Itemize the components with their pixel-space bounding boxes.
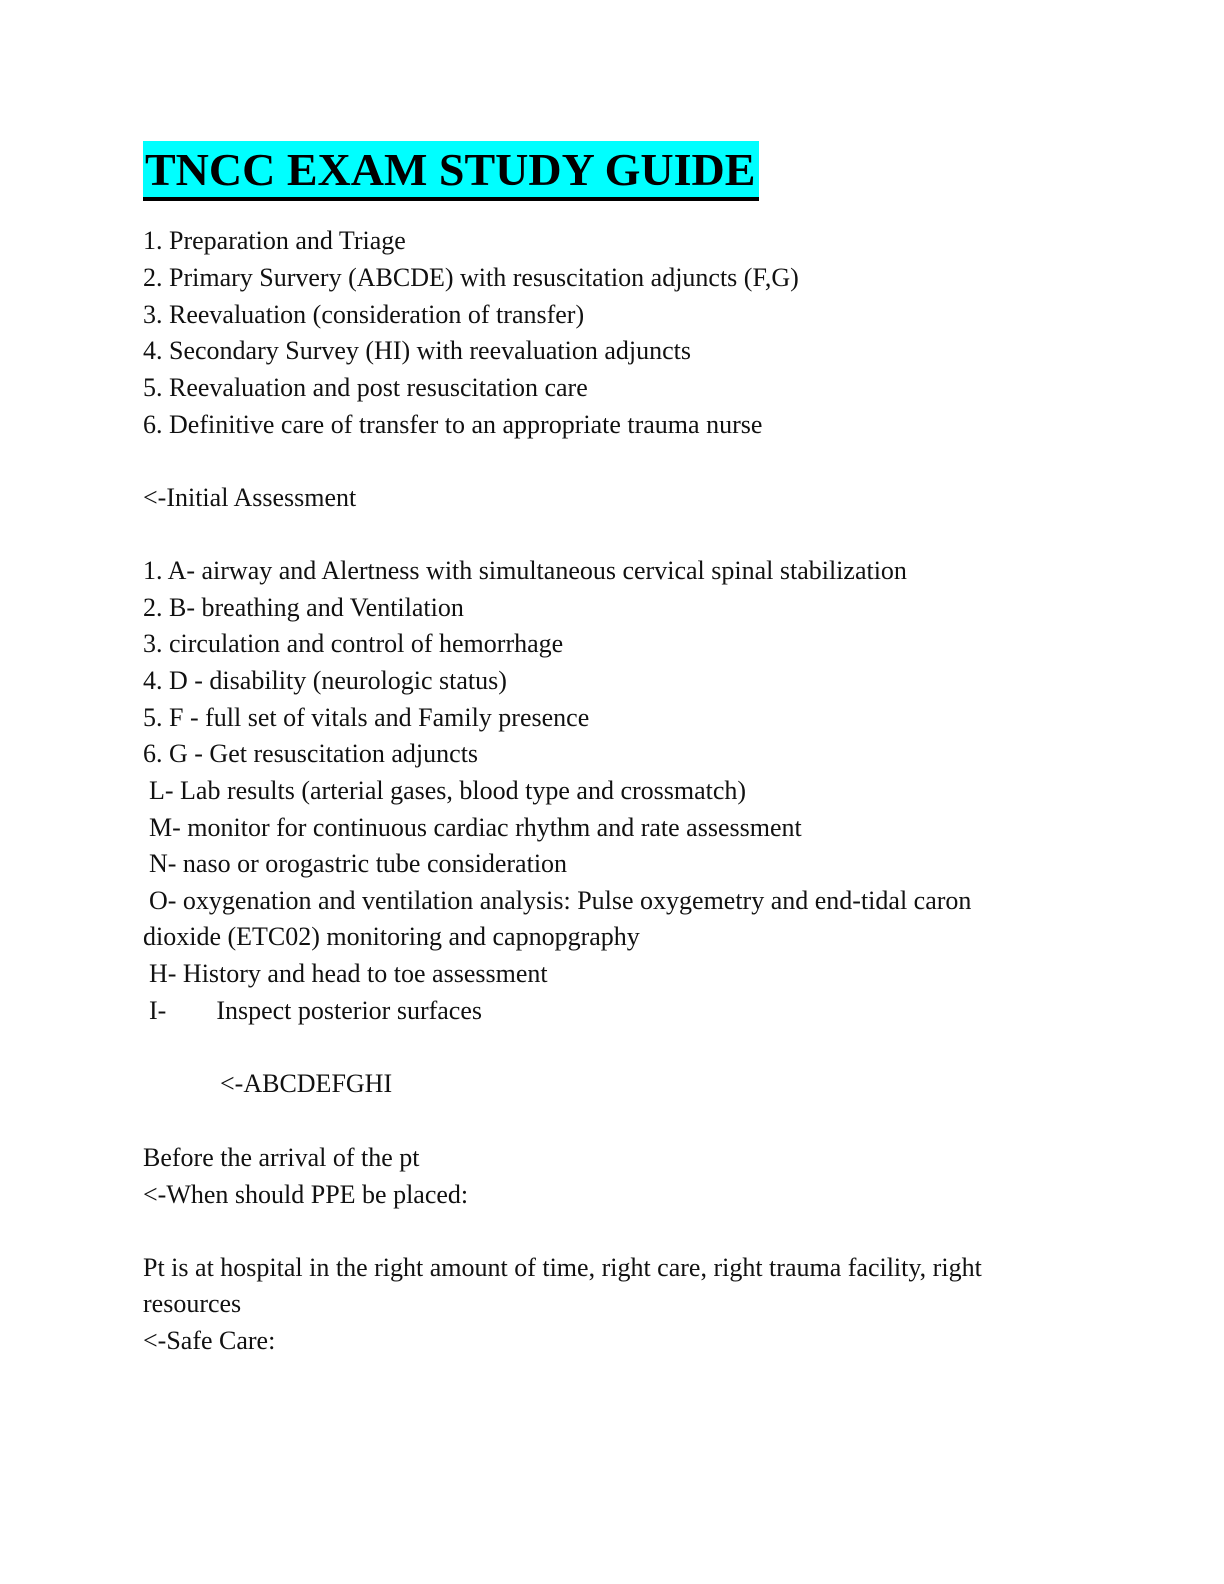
assessment-item: 3. circulation and control of hemorrhage [143, 629, 564, 658]
inspect-item [149, 996, 482, 1026]
page-title: TNCC EXAM STUDY GUIDE [143, 141, 759, 201]
step-item: 1. Preparation and Triage [143, 226, 406, 255]
step-item: 2. Primary Survery (ABCDE) with resuscitation adjuncts (F,G) [143, 263, 799, 292]
adjunct-item-continued: dioxide (ETC02) monitoring and capnopgraphy [143, 922, 640, 951]
assessment-item: 1. A- airway and Alertness with simultaneous cervical spinal stabilization [143, 556, 907, 585]
adjunct-item: L- Lab results (arterial gases, blood type and crossmatch) [149, 776, 747, 805]
step-item: 5. Reevaluation and post resuscitation care [143, 373, 588, 402]
step-item: 4. Secondary Survey (HI) with reevaluation adjuncts [143, 336, 692, 365]
step-item: 3. Reevaluation (consideration of transfer) [143, 300, 585, 329]
adjunct-item: O- oxygenation and ventilation analysis: Pulse oxygemetry and end-tidal caron [149, 886, 972, 915]
adjunct-item: N- naso or orogastric tube consideration [149, 849, 568, 878]
adjunct-item: H- History and head to toe assessment [149, 959, 548, 988]
assessment-item: 5. F - full set of vitals and Family presence [143, 703, 590, 732]
safe-care-label: <-Safe Care: [143, 1326, 276, 1355]
ppe-answer: Before the arrival of the pt [143, 1143, 420, 1172]
inspect-letter: I- [149, 996, 167, 1025]
step-item: 6. Definitive care of transfer to an appropriate trauma nurse [143, 410, 763, 439]
assessment-item: 2. B- breathing and Ventilation [143, 593, 464, 622]
initial-assessment-label: <-Initial Assessment [143, 483, 357, 512]
safe-care-answer: Pt is at hospital in the right amount of time, right care, right trauma facility, right [143, 1253, 982, 1282]
adjunct-item: M- monitor for continuous cardiac rhythm and rate assessment [149, 813, 802, 842]
ppe-question: <-When should PPE be placed: [143, 1180, 469, 1209]
assessment-item: 4. D - disability (neurologic status) [143, 666, 507, 695]
assessment-item: 6. G - Get resuscitation adjuncts [143, 739, 479, 768]
inspect-text: Inspect posterior surfaces [216, 996, 483, 1025]
abc-label: <-ABCDEFGHI [220, 1069, 393, 1098]
safe-care-answer-continued: resources [143, 1289, 242, 1318]
